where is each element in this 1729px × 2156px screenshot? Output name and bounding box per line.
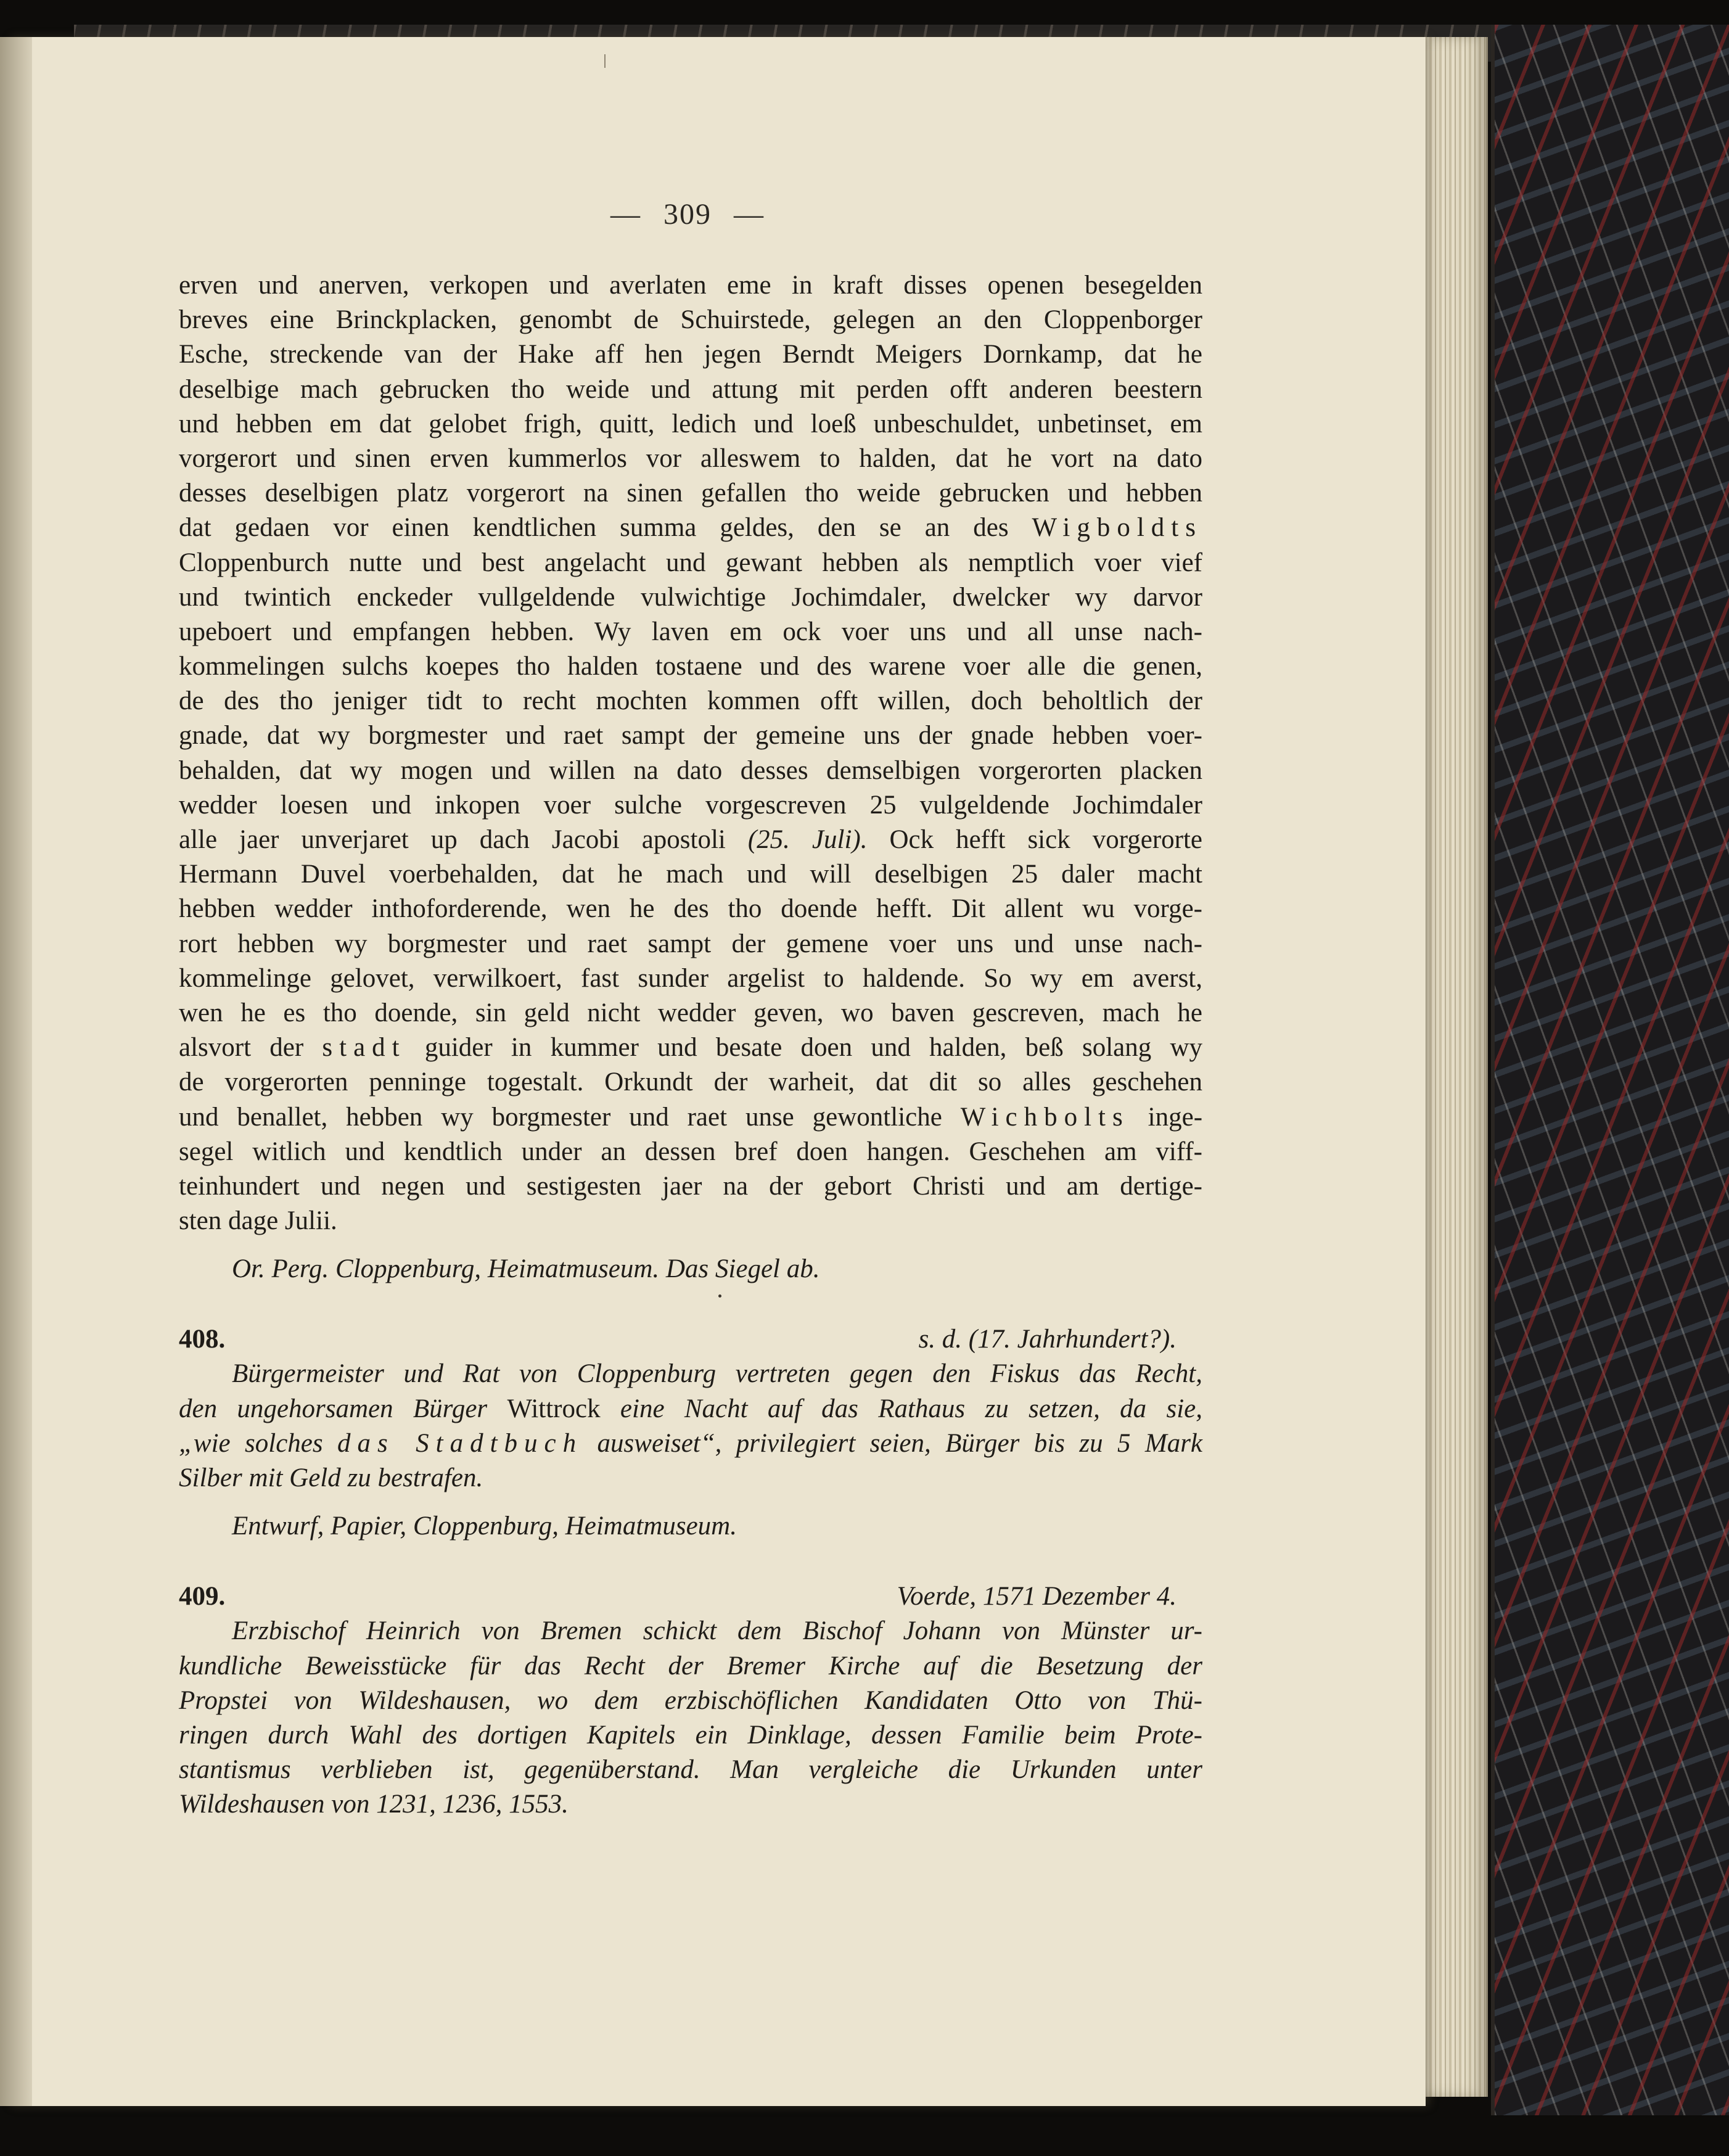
source-note-407: Or. Perg. Cloppenburg, Heimatmuseum. Das Siegel ab.: [232, 1254, 820, 1284]
text-line: rort hebben wy borgmester und raet sampt der gemene voer uns und unse nach-: [179, 929, 1202, 958]
text-line: [179, 1100, 1202, 1135]
person-name: Wittrock: [507, 1394, 601, 1423]
entry-number: 408.: [179, 1325, 226, 1354]
text-line: sten dage Julii.: [179, 1206, 337, 1236]
text-segment: den ungehorsamen Bürger: [179, 1394, 488, 1423]
page-header: [0, 197, 1375, 231]
text-line: [179, 1031, 1202, 1065]
text-segment: dat gedaen vor einen kendtlichen summa geldes, den se an des: [179, 513, 1009, 543]
text-line: gnade, dat wy borgmester und raet sampt der gemeine uns der gnade hebben voer-: [179, 721, 1202, 751]
text-segment: alle jaer unverjaret up dach Jacobi apostoli: [179, 825, 726, 854]
text-segment: „wie solches: [179, 1428, 323, 1458]
entry-408-heading: [179, 1322, 1202, 1357]
source-note-408: Entwurf, Papier, Cloppenburg, Heimatmuseum.: [232, 1512, 737, 1541]
text-line: kommelinge gelovet, verwilkoert, fast sunder argelist to haldende. So wy em averst,: [179, 963, 1202, 993]
text-line: hebben wedder inthoforderende, wen he des tho doende hefft. Dit allent wu vorge-: [179, 894, 1202, 924]
date-annotation: (25. Juli).: [747, 825, 868, 854]
text-segment: ausweiset“, privilegiert seien, Bürger bis zu 5 Mark: [597, 1428, 1203, 1458]
text-line: kundliche Beweisstücke für das Recht der Bremer Kirche auf die Besetzung der: [179, 1651, 1202, 1681]
header-dash-right: —: [734, 198, 765, 231]
text-line: kommelingen sulchs koepes tho halden tostaene und des warene voer alle die genen,: [179, 652, 1202, 681]
text-line: Wildeshausen von 1231, 1236, 1553.: [179, 1790, 569, 1819]
text-line: vorgerort und sinen erven kummerlos vor alleswem to halden, dat he vort na dato: [179, 443, 1202, 473]
text-line: [179, 1392, 1202, 1426]
text-line: Erzbischof Heinrich von Bremen schickt dem Bischof Johann von Münster ur-: [232, 1616, 1202, 1646]
text-line: Esche, streckende van der Hake aff hen jegen Berndt Meigers Dornkamp, dat he: [179, 340, 1202, 369]
text-segment: Ock hefft sick vorgerorte: [889, 825, 1202, 854]
spaced-word-stadtbuch: das Stadtbuch: [337, 1428, 583, 1458]
entry-409-heading: [179, 1579, 1202, 1614]
text-line: deselbige mach gebrucken tho weide und attung mit perden offt anderen beestern: [179, 374, 1202, 404]
text-segment: und benallet, hebben wy borgmester und raet unse gewontliche: [179, 1102, 942, 1132]
entry-date: Voerde, 1571 Dezember 4.: [897, 1582, 1177, 1611]
text-line: breves eine Brinckplacken, genombt de Schuirstede, gelegen an den Cloppenborger: [179, 305, 1202, 335]
text-line: teinhundert und negen und sestigesten jaer na der gebort Christi und am dertige-: [179, 1171, 1202, 1201]
entry-408-summary: [179, 1357, 1202, 1496]
page-text: [179, 268, 1202, 1822]
text-line: stantismus verblieben ist, gegenüberstand. Man vergleiche die Urkunden unter: [179, 1755, 1202, 1785]
stray-mark: [718, 1294, 721, 1298]
text-line: und hebben em dat gelobet frigh, quitt, ledich und loeß unbeschuldet, unbetinset, em: [179, 409, 1202, 438]
text-segment: inge-: [1148, 1102, 1203, 1132]
spaced-word-wigboldts: Wigboldts: [1032, 513, 1202, 543]
text-line: Propstei von Wildeshausen, wo dem erzbischöflichen Kandidaten Otto von Thü-: [179, 1685, 1202, 1715]
text-line: upeboert und empfangen hebben. Wy laven em ock voer uns und all unse nach-: [179, 617, 1202, 646]
text-line: de des tho jeniger tidt to recht mochten kommen offt willen, doch beholtlich der: [179, 686, 1202, 716]
text-line: Cloppenburch nutte und best angelacht und gewant hebben als nemptlich voer vief: [179, 548, 1202, 577]
text-line: wen he es tho doende, sin geld nicht wedder geven, wo baven gescreven, mach he: [179, 998, 1202, 1027]
charter-text: [179, 268, 1202, 1238]
text-segment: eine Nacht auf das Rathaus zu setzen, da sie,: [620, 1394, 1203, 1423]
text-segment: alsvort der: [179, 1033, 304, 1063]
text-line: [179, 1426, 1202, 1461]
entry-409-summary: [179, 1614, 1202, 1822]
text-line: wedder loesen und inkopen voer sulche vorgescreven 25 vulgeldende Jochimdaler: [179, 790, 1202, 820]
text-line: [179, 511, 1202, 545]
text-line: ringen durch Wahl des dortigen Kapitels ein Dinklage, dessen Familie beim Prote-: [179, 1720, 1202, 1750]
text-line: und twintich enckeder vullgeldende vulwichtige Jochimdaler, dwelcker wy darvor: [179, 582, 1202, 612]
text-line: Bürgermeister und Rat von Cloppenburg vertreten gegen den Fiskus das Recht,: [232, 1359, 1202, 1389]
spaced-word-stadt: stadt: [322, 1033, 406, 1063]
facing-page-edge: [0, 37, 32, 2106]
text-segment: guider in kummer und besate doen und halden, beß solang wy: [424, 1033, 1203, 1063]
text-line: segel witlich und kendtlich under an dessen bref doen hangen. Geschehen am viff-: [179, 1137, 1202, 1166]
header-dash-left: —: [610, 198, 641, 231]
entry-date: s. d. (17. Jahrhundert?).: [918, 1325, 1177, 1354]
text-line: de vorgerorten penninge togestalt. Orkundt der warheit, dat dit so alles geschehen: [179, 1068, 1202, 1097]
page-number: 309: [663, 198, 712, 231]
text-line: erven und anerven, verkopen und averlaten eme in kraft disses openen besegelden: [179, 271, 1202, 300]
text-line: Silber mit Geld zu bestrafen.: [179, 1463, 483, 1493]
text-line: desses deselbigen platz vorgerort na sinen gefallen tho weide gebrucken und hebben: [179, 479, 1202, 508]
text-line: [179, 823, 1202, 857]
entry-number: 409.: [179, 1582, 226, 1611]
spaced-word-wichbolts: Wichbolts: [960, 1102, 1130, 1132]
page-mark: [604, 54, 606, 68]
marbled-book-cover: [1491, 25, 1729, 2115]
text-line: Hermann Duvel voerbehalden, dat he mach und will deselbigen 25 daler macht: [179, 860, 1202, 889]
text-line: behalden, dat wy mogen und willen na dato desses demselbigen vorgerorten placken: [179, 755, 1202, 785]
